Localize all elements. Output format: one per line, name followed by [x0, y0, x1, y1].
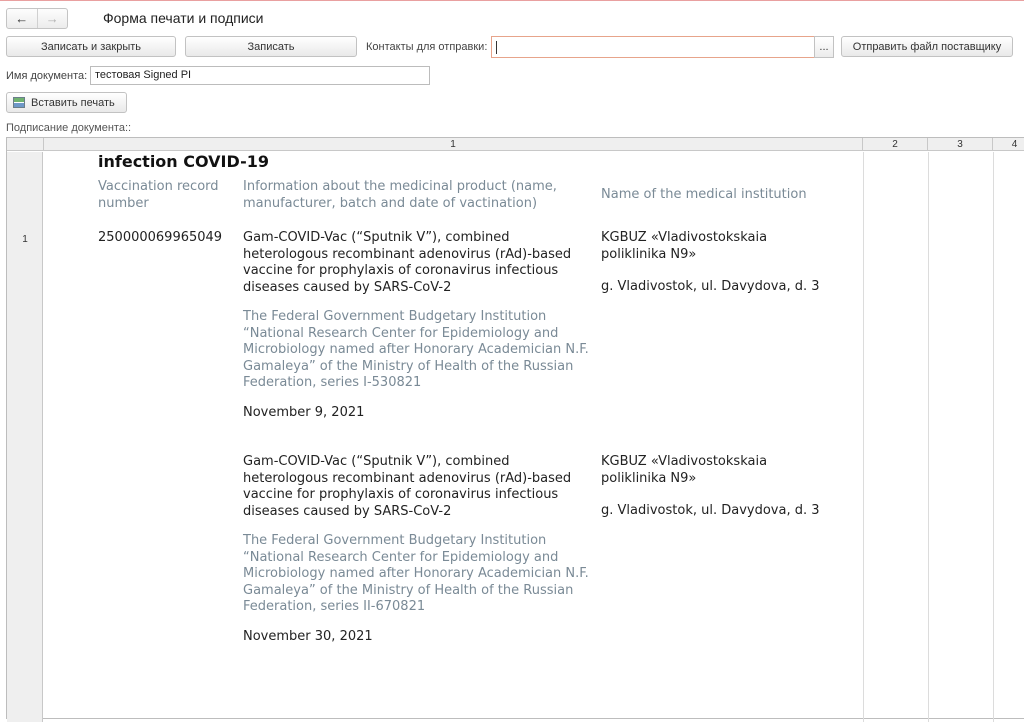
history-nav	[6, 8, 68, 29]
row-header-column	[7, 152, 43, 722]
save-and-close-button[interactable]: Записать и закрыть	[6, 36, 176, 57]
column-divider	[928, 152, 929, 722]
column-title-product: Information about the medicinal product (name, manufacturer, batch and date of vactination)	[243, 179, 557, 211]
vaccine-manufacturer: The Federal Government Budgetary Institution “National Research Center for Epidemiology and Microbiology named after Honorary Academician N.F. Gamaleya” of the Ministry of Health of the Russian Federation, series II-670821	[243, 533, 589, 614]
column-header-3[interactable]: 3	[928, 138, 993, 151]
back-arrow-icon[interactable]: ←	[15, 11, 29, 26]
save-button[interactable]: Записать	[185, 36, 357, 57]
select-contacts-button[interactable]: ...	[814, 36, 834, 58]
record-number: 250000069965049	[98, 230, 223, 245]
stamp-icon	[13, 97, 25, 108]
vaccine-manufacturer: The Federal Government Budgetary Institution “National Research Center for Epidemiology and Microbiology named after Honorary Academician N.F. Gamaleya” of the Ministry of Health of the Russian Federation, series I-530821	[243, 309, 589, 390]
window-top-border	[0, 0, 1024, 1]
certificate-heading: infection COVID-19	[98, 152, 269, 171]
row-header-1[interactable]: 1	[22, 234, 28, 245]
insert-stamp-button[interactable]	[6, 92, 127, 113]
text-caret	[496, 41, 497, 54]
send-file-button[interactable]: Отправить файл поставщику	[841, 36, 1013, 57]
corner-cell	[7, 138, 44, 151]
column-header-4[interactable]: 4	[993, 138, 1024, 151]
institution-name: KGBUZ «Vladivostokskaia poliklinika N9»	[601, 230, 768, 262]
column-divider	[863, 152, 864, 722]
vaccination-date: November 9, 2021	[243, 405, 365, 420]
vaccination-date: November 30, 2021	[243, 629, 373, 644]
institution-address: g. Vladivostok, ul. Davydova, d. 3	[601, 503, 820, 518]
contacts-label: Контакты для отправки:	[366, 41, 488, 53]
column-divider	[993, 152, 994, 722]
contacts-input[interactable]	[491, 36, 815, 58]
document-name-input[interactable]: тестовая Signed PI	[90, 66, 430, 85]
signing-label: Подписание документа::	[6, 122, 132, 134]
column-header-2[interactable]: 2	[863, 138, 928, 151]
column-header-1[interactable]: 1	[44, 138, 863, 151]
spreadsheet-area[interactable]	[6, 137, 1024, 719]
institution-address: g. Vladivostok, ul. Davydova, d. 3	[601, 279, 820, 294]
insert-stamp-label: Вставить печать	[31, 96, 115, 109]
vaccine-product: Gam-COVID-Vac (“Sputnik V”), combined heterologous recombinant adenovirus (rAd)-based vaccine for prophylaxis of coronavirus infectious diseases caused by SARS-CoV-2	[243, 230, 572, 295]
column-title-institution: Name of the medical institution	[601, 187, 807, 202]
forward-arrow-icon[interactable]: →	[37, 9, 68, 28]
vaccine-product: Gam-COVID-Vac (“Sputnik V”), combined heterologous recombinant adenovirus (rAd)-based vaccine for prophylaxis of coronavirus infectious diseases caused by SARS-CoV-2	[243, 454, 572, 519]
page-title: Форма печати и подписи	[103, 10, 264, 26]
institution-name: KGBUZ «Vladivostokskaia poliklinika N9»	[601, 454, 768, 486]
column-title-record: Vaccination record number	[98, 179, 219, 211]
document-name-label: Имя документа:	[6, 70, 88, 82]
